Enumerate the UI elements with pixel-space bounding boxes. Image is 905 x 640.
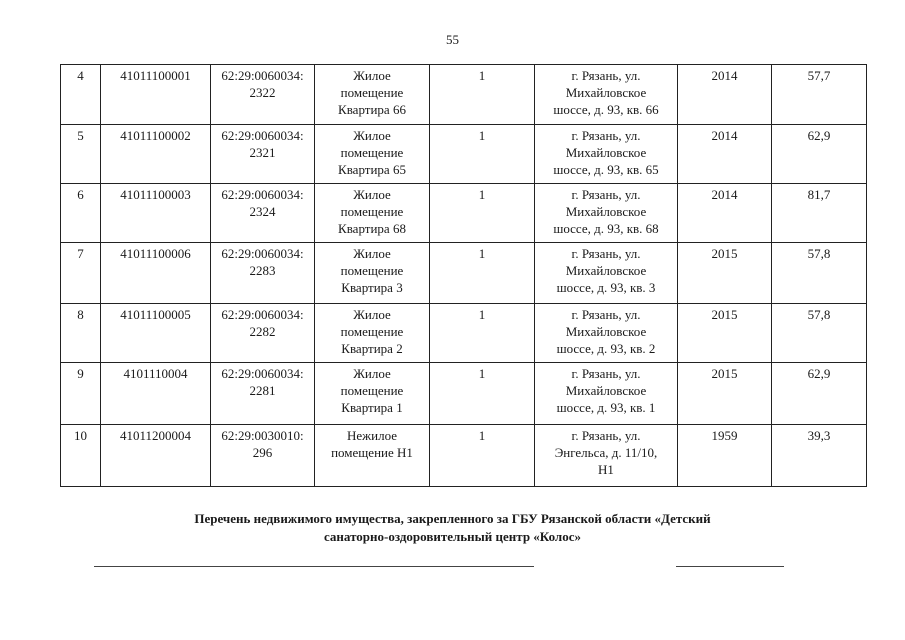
row-number-text: 7 [77,246,84,261]
area-cell [772,243,867,304]
row-number-cell [61,243,101,304]
quantity-text: 1 [478,128,486,143]
area-text: 81,7 [807,187,831,202]
cadastral-number-text: 62:29:0030010: [221,428,304,443]
address-cell [535,425,678,487]
address-text: шоссе, д. 93, кв. 65 [553,162,659,177]
cadastral-number-text: 62:29:0060034: [221,307,304,322]
address-text: Н1 [598,462,614,477]
area-text: 62,9 [807,128,831,143]
table-row [61,304,867,363]
cadastral-number-text: 2322 [249,85,276,100]
row-number-text: 5 [77,128,84,143]
cadastral-number-text: 62:29:0060034: [221,187,304,202]
row-number-text: 10 [74,428,87,443]
quantity-cell [430,363,535,425]
address-text: Михайловское [565,145,647,160]
row-number-text: 4 [77,68,84,83]
cadastral-number-text: 62:29:0060034: [221,366,304,381]
object-name-text: помещение [340,324,404,339]
inventory-number-text: 41011100005 [120,307,191,322]
quantity-text: 1 [478,68,486,83]
year-cell [678,125,772,184]
inventory-number-cell [101,243,211,304]
address-text: Энгельса, д. 11/10, [554,445,658,460]
quantity-text: 1 [478,428,486,443]
address-cell [535,65,678,125]
year-cell [678,425,772,487]
address-text: г. Рязань, ул. [571,246,641,261]
address-text: г. Рязань, ул. [571,307,641,322]
address-cell [535,363,678,425]
row-number-cell [61,304,101,363]
object-name-text: Квартира 3 [341,280,403,295]
area-cell [772,125,867,184]
object-name-text: помещение Н1 [331,445,413,460]
cadastral-number-cell [211,243,315,304]
signature-line-right [676,566,784,567]
quantity-cell [430,425,535,487]
object-name-cell [315,184,430,243]
address-text: шоссе, д. 93, кв. 2 [556,341,656,356]
inventory-number-cell [101,363,211,425]
object-name-text: Квартира 2 [341,341,403,356]
table-row [61,184,867,243]
year-text: 2014 [711,187,738,202]
row-number-cell [61,425,101,487]
quantity-cell [430,304,535,363]
cadastral-number-cell [211,65,315,125]
address-text: Михайловское [565,204,647,219]
cadastral-number-cell [211,125,315,184]
area-text: 39,3 [807,428,831,443]
object-name-text: Жилое [353,128,391,143]
year-cell [678,363,772,425]
inventory-number-text: 4101110004 [123,366,188,381]
year-text: 2014 [711,68,738,83]
object-name-text: Жилое [353,366,391,381]
address-cell [535,184,678,243]
quantity-cell [430,243,535,304]
inventory-number-text: 41011100002 [120,128,191,143]
row-number-text: 6 [77,187,84,202]
address-text: г. Рязань, ул. [571,128,641,143]
area-text: 57,7 [807,68,831,83]
address-text: шоссе, д. 93, кв. 1 [556,400,656,415]
address-text: г. Рязань, ул. [571,428,641,443]
inventory-number-cell [101,125,211,184]
row-number-text: 8 [77,307,84,322]
area-cell [772,425,867,487]
cadastral-number-cell [211,363,315,425]
object-name-text: помещение [340,263,404,278]
table-row [61,363,867,425]
row-number-cell [61,125,101,184]
object-name-text: помещение [340,145,404,160]
object-name-cell [315,243,430,304]
address-text: шоссе, д. 93, кв. 68 [553,221,659,236]
address-cell [535,304,678,363]
address-text: шоссе, д. 93, кв. 66 [553,102,659,117]
inventory-number-cell [101,304,211,363]
row-number-cell [61,184,101,243]
inventory-number-text: 41011100006 [120,246,191,261]
address-text: Михайловское [565,324,647,339]
address-text: г. Рязань, ул. [571,366,641,381]
address-text: г. Рязань, ул. [571,68,641,83]
inventory-number-cell [101,184,211,243]
object-name-cell [315,125,430,184]
address-cell [535,243,678,304]
cadastral-number-text: 2281 [249,383,276,398]
inventory-number-text: 41011100003 [120,187,191,202]
object-name-text: Нежилое [346,428,397,443]
object-name-text: Квартира 65 [338,162,406,177]
object-name-text: Жилое [353,307,391,322]
page-number: 55 [446,32,459,47]
area-text: 62,9 [807,366,831,381]
object-name-cell [315,363,430,425]
quantity-text: 1 [478,187,486,202]
address-text: Михайловское [565,263,647,278]
year-text: 2015 [711,366,738,381]
area-cell [772,363,867,425]
object-name-text: Жилое [353,68,391,83]
object-name-text: помещение [340,383,404,398]
table-row [61,425,867,487]
year-text: 2015 [711,307,738,322]
row-number-cell [61,363,101,425]
table-row [61,125,867,184]
address-text: Михайловское [565,85,647,100]
caption-line-1: Перечень недвижимого имущества, закрепленного за ГБУ Рязанской области «Детский [194,511,711,526]
cadastral-number-cell [211,184,315,243]
cadastral-number-text: 2324 [249,204,276,219]
cadastral-number-cell [211,425,315,487]
quantity-text: 1 [478,307,486,322]
inventory-number-text: 41011200004 [119,428,192,443]
cadastral-number-text: 296 [252,445,273,460]
property-table [60,64,867,487]
area-text: 57,8 [807,246,831,261]
signature-line-left [94,566,534,567]
quantity-cell [430,65,535,125]
year-cell [678,243,772,304]
year-text: 2015 [711,246,738,261]
cadastral-number-text: 2283 [249,263,276,278]
year-text: 1959 [711,428,738,443]
address-text: г. Рязань, ул. [571,187,641,202]
caption-line-2: санаторно-оздоровительный центр «Колос» [324,529,581,544]
object-name-cell [315,65,430,125]
object-name-text: Жилое [353,187,391,202]
cadastral-number-text: 62:29:0060034: [221,246,304,261]
area-text: 57,8 [807,307,831,322]
cadastral-number-text: 62:29:0060034: [221,128,304,143]
address-cell [535,125,678,184]
quantity-text: 1 [478,366,486,381]
object-name-text: помещение [340,204,404,219]
quantity-cell [430,184,535,243]
area-cell [772,184,867,243]
inventory-number-text: 41011100001 [120,68,191,83]
object-name-text: Квартира 1 [341,400,403,415]
year-text: 2014 [711,128,738,143]
table-row [61,243,867,304]
object-name-text: Квартира 68 [338,221,406,236]
cadastral-number-text: 2321 [249,145,276,160]
cadastral-number-text: 2282 [249,324,276,339]
object-name-text: помещение [340,85,404,100]
inventory-number-cell [101,425,211,487]
table-row [61,65,867,125]
cadastral-number-cell [211,304,315,363]
address-text: Михайловское [565,383,647,398]
quantity-text: 1 [478,246,486,261]
row-number-cell [61,65,101,125]
row-number-text: 9 [77,366,84,381]
area-cell [772,304,867,363]
year-cell [678,304,772,363]
quantity-cell [430,125,535,184]
area-cell [772,65,867,125]
object-name-text: Жилое [353,246,391,261]
object-name-cell [315,304,430,363]
year-cell [678,65,772,125]
inventory-number-cell [101,65,211,125]
address-text: шоссе, д. 93, кв. 3 [556,280,656,295]
cadastral-number-text: 62:29:0060034: [221,68,304,83]
object-name-cell [315,425,430,487]
list-caption [0,510,905,546]
object-name-text: Квартира 66 [338,102,406,117]
year-cell [678,184,772,243]
